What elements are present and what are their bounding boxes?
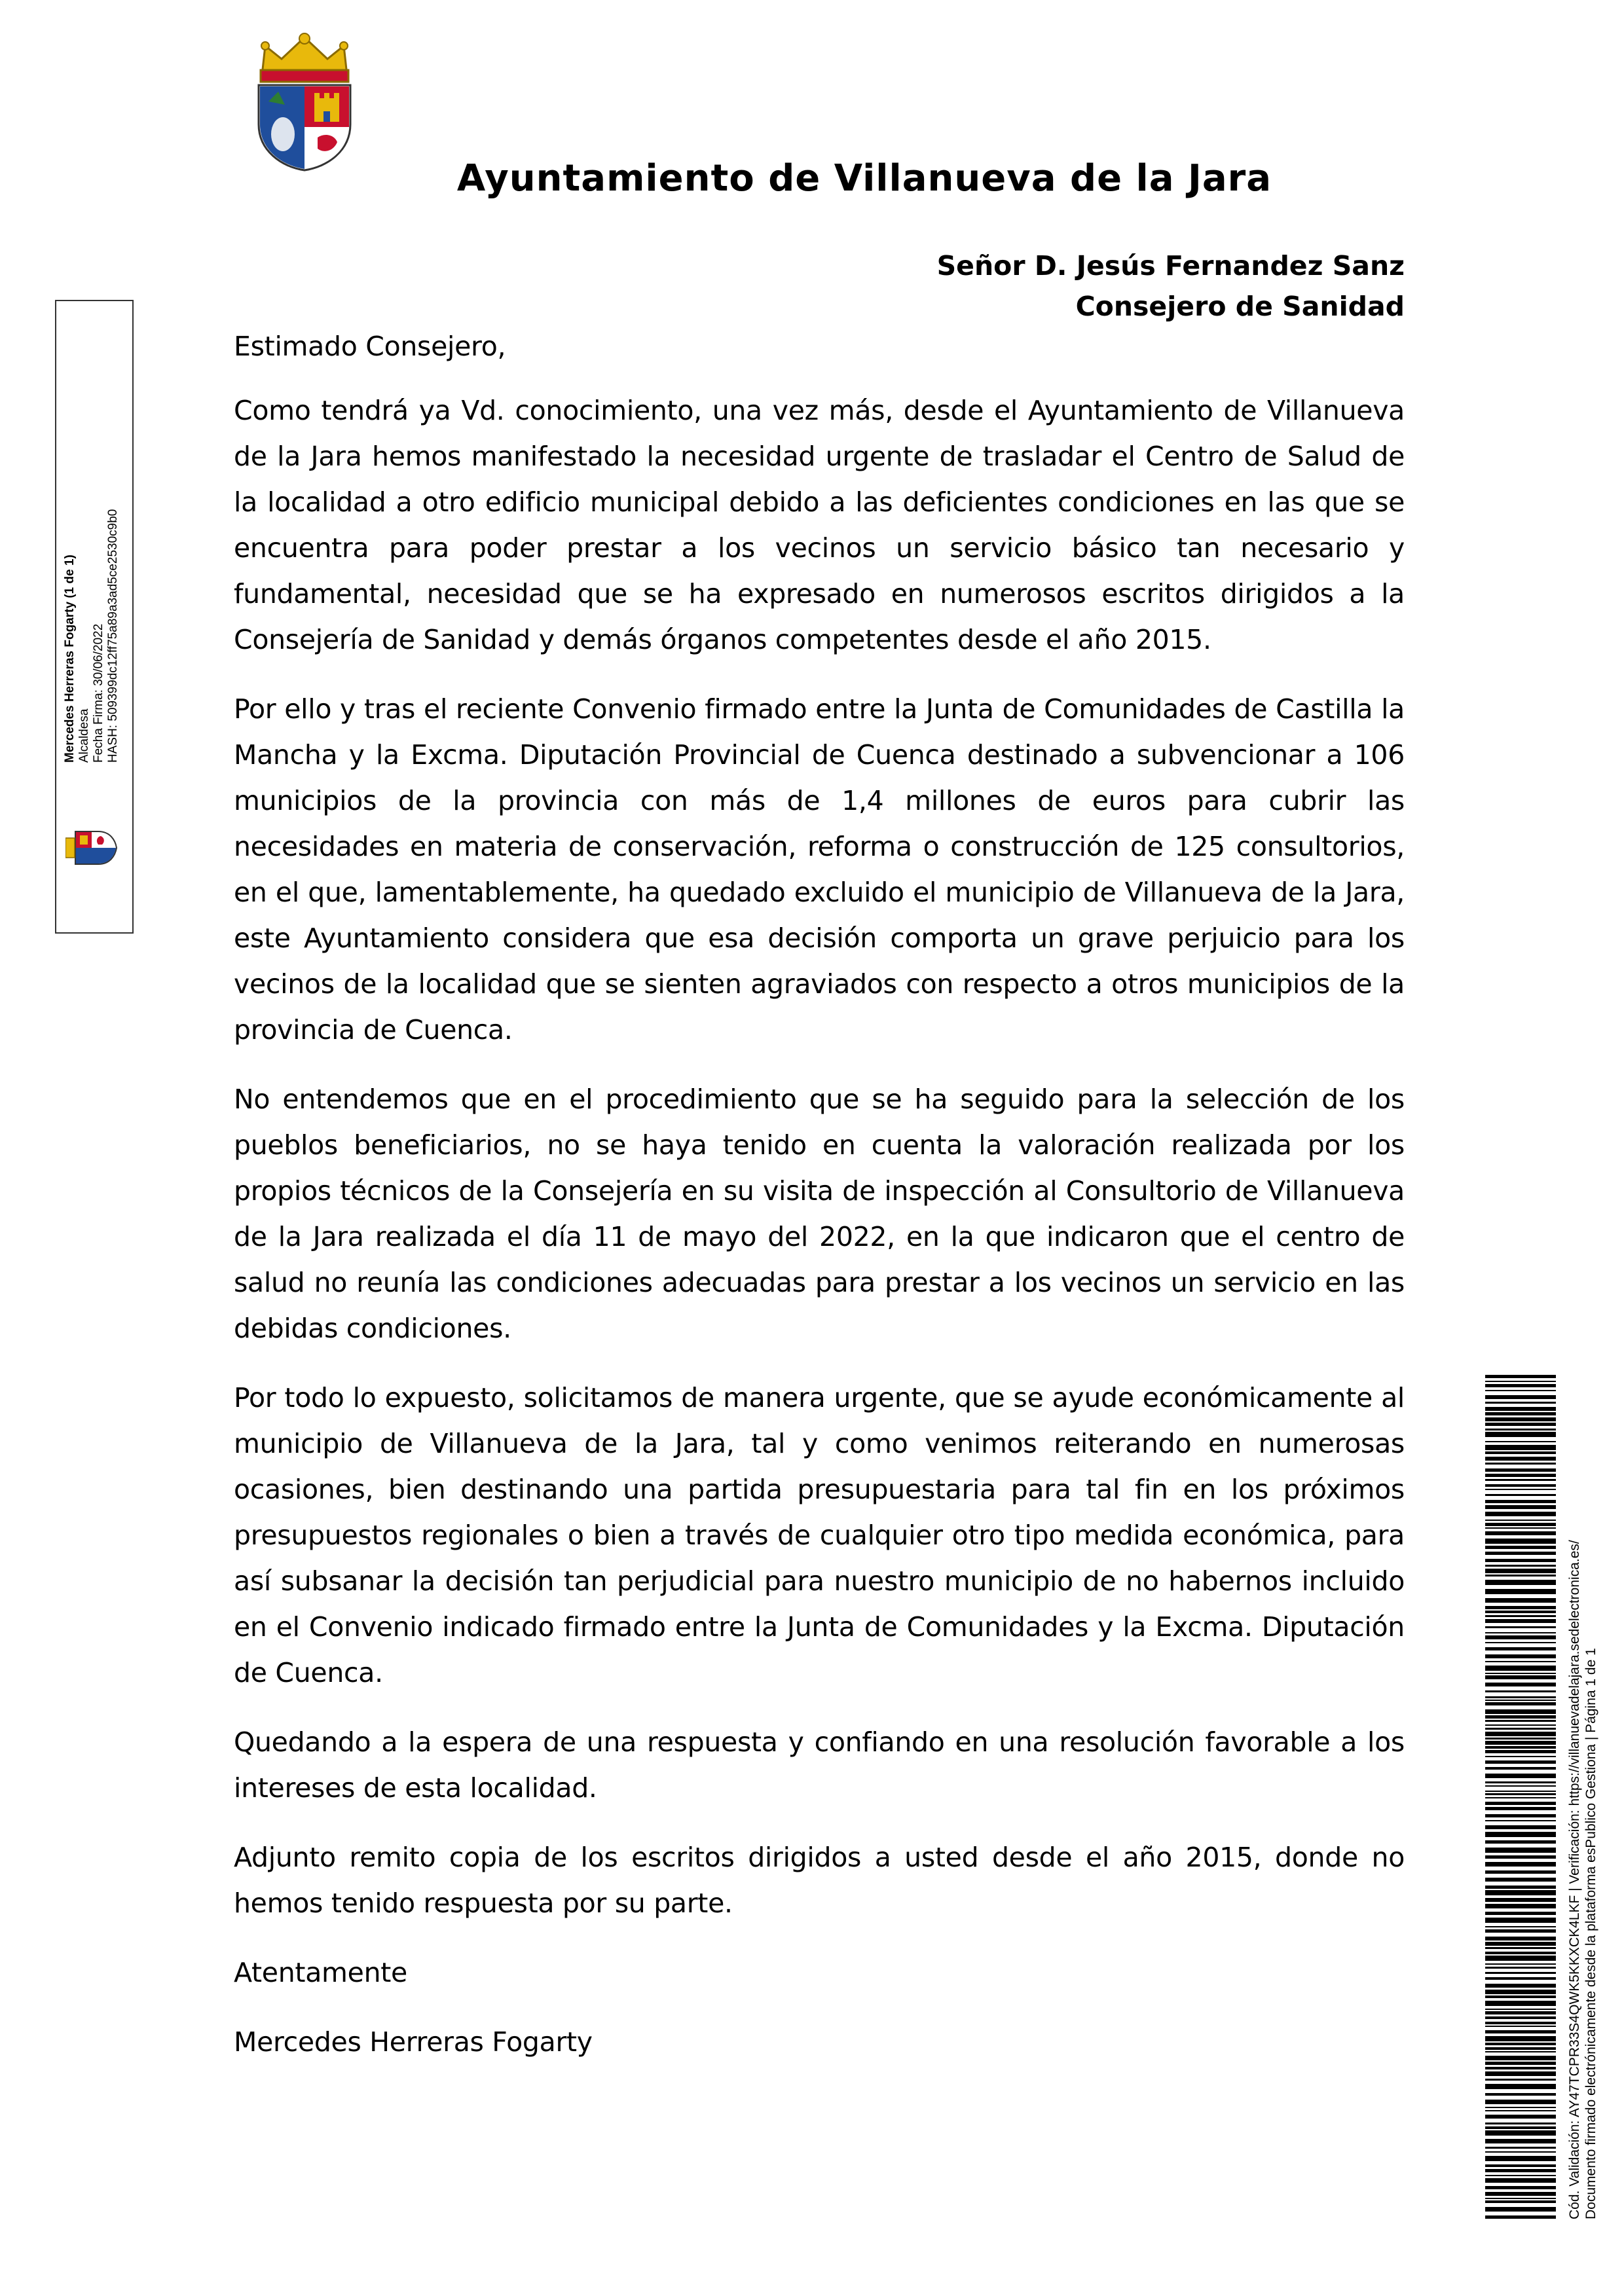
municipal-crest-logo (249, 29, 360, 173)
barcode-bar (1485, 2207, 1556, 2212)
barcode-bar (1485, 1791, 1556, 1792)
barcode-bar (1485, 1878, 1556, 1882)
barcode-bar (1485, 1696, 1556, 1698)
barcode-bar (1485, 1732, 1556, 1736)
barcode-bar (1485, 1489, 1556, 1490)
barcode-bar (1485, 2107, 1556, 2108)
validation-platform: Documento firmado electrónicamente desde la plataforma esPublico Gestiona | Página 1 de 1 (1583, 1648, 1598, 2219)
barcode-bar (1485, 2079, 1556, 2081)
barcode-bar (1485, 1527, 1556, 1529)
barcode-bar (1485, 1738, 1556, 1740)
barcode-bar (1485, 1457, 1556, 1461)
barcode-bar (1485, 1632, 1556, 1633)
barcode-bar (1485, 1417, 1556, 1421)
barcode-bar (1485, 1505, 1556, 1509)
barcode-bar (1485, 2126, 1556, 2129)
barcode-bar (1485, 1929, 1556, 1933)
barcode-bar (1485, 1463, 1556, 1465)
barcode-bar (1485, 1700, 1556, 1701)
barcode-bar (1485, 1611, 1556, 1613)
barcode-bar (1485, 1559, 1556, 1562)
barcode-bar (1485, 1926, 1556, 1927)
barcode-bar (1485, 2084, 1556, 2089)
barcode-bar (1485, 1898, 1556, 1902)
barcode-bar (1485, 1728, 1556, 1730)
barcode-bar (1485, 2011, 1556, 2014)
closing: Atentamente (234, 1957, 407, 1988)
barcode-bar (1485, 2071, 1556, 2076)
stamp-signer: Mercedes Herreras Fogarty (1 de 1) (63, 555, 77, 763)
barcode-bar (1485, 1384, 1556, 1387)
barcode-bar (1485, 1661, 1556, 1662)
barcode-bar (1485, 1500, 1556, 1503)
barcode-bar (1485, 1967, 1556, 1969)
barcode-bar (1485, 1390, 1556, 1391)
barcode-bar (1485, 2047, 1556, 2050)
barcode-bar (1485, 1825, 1556, 1829)
barcode-bar (1485, 1720, 1556, 1722)
barcode-bar (1485, 1683, 1556, 1686)
barcode-bar (1485, 2175, 1556, 2176)
barcode-bar (1485, 1484, 1556, 1487)
barcode-bar (1485, 1918, 1556, 1923)
barcode-bar (1485, 1702, 1556, 1705)
barcode-bar (1485, 1552, 1556, 1555)
barcode-bar (1485, 1468, 1556, 1472)
barcode-bar (1485, 1802, 1556, 1805)
validation-text (1566, 1368, 1606, 2219)
barcode-bar (1485, 1952, 1556, 1954)
barcode-bar (1485, 2215, 1556, 2219)
barcode-bar (1485, 1956, 1556, 1961)
barcode-bar (1485, 2139, 1556, 2143)
barcode-bar (1485, 2030, 1556, 2033)
barcode-bar (1485, 2123, 1556, 2124)
validation-code: Cód. Validación: AY47TCPR33S4QWK5KKXCK4LKF | Verificación: https://villanuevadelajara.sedelectronica.es/ (1567, 1540, 1582, 2219)
barcode-bar (1485, 1635, 1556, 1639)
stamp-role: Alcaldesa (77, 708, 91, 763)
barcode-bar (1485, 1606, 1556, 1609)
stamp-hash: HASH: 509399dc12ff75a89a3ad5ce2530c9b0 (106, 509, 120, 763)
barcode-bar (1485, 2164, 1556, 2167)
barcode-bar (1485, 2009, 1556, 2010)
barcode-bar (1485, 1531, 1556, 1535)
barcode-bar (1485, 1441, 1556, 1442)
recipient-title: Consejero de Sanidad (1075, 291, 1405, 322)
barcode-bar (1485, 1942, 1556, 1946)
barcode-bar (1485, 1575, 1556, 1576)
barcode-bar (1485, 1767, 1556, 1770)
barcode-bar (1485, 2169, 1556, 2172)
salutation: Estimado Consejero, (234, 331, 506, 362)
barcode-bar (1485, 1580, 1556, 1585)
barcode-bar (1485, 1666, 1556, 1671)
barcode-bar (1485, 1615, 1556, 1617)
barcode-bar (1485, 2200, 1556, 2203)
barcode-bar (1485, 1429, 1556, 1430)
barcode-bar (1485, 1814, 1556, 1817)
barcode-bar (1485, 1840, 1556, 1844)
barcode-bar (1485, 1395, 1556, 1399)
barcode-bar (1485, 2151, 1556, 2153)
barcode-bar (1485, 1569, 1556, 1573)
organization-title: Ayuntamiento de Villanueva de la Jara (456, 157, 1272, 200)
barcode-bar (1485, 1432, 1556, 1437)
barcode-bar (1485, 1820, 1556, 1821)
paragraph: No entendemos que en el procedimiento que se ha seguido para la selección de los pueblos beneficiarios, no se haya tenido en cuenta la valoración realizada por los propios técnicos de la Consejería en su visita de inspección al Consultorio de Villanueva de la Jara realizada el día 11 de mayo del 2022, en la que indicaron que el centro de salud no reunía las condiciones adecuadas para prestar a los vecinos un servicio en las debidas condiciones. (234, 1084, 1405, 1344)
barcode-bar (1485, 2130, 1556, 2136)
barcode-bar (1485, 1675, 1556, 1679)
barcode-bar (1485, 1904, 1556, 1908)
paragraph: Por todo lo expuesto, solicitamos de manera urgente, que se ayude económicamente al municipio de Villanueva de la Jara, tal y como venimos reiterando en numerosas ocasiones, bien destinando una partida presupuestaria para tal fin en los próximos presupuestos regionales o bien a través de cualquier otro tipo medida económica, para así subsanar la decisión tan perjudicial para nuestro municipio de no habernos incluido en el Convenio indicado firmado entre la Junta de Comunidades y la Excma. Diputación de Cuenca. (234, 1382, 1405, 1688)
barcode-bar (1485, 1673, 1556, 1674)
barcode-bar (1485, 1995, 1556, 1998)
barcode-bar (1485, 2186, 1556, 2189)
stamp-crest-icon (65, 825, 124, 871)
barcode-bar (1485, 1523, 1556, 1526)
barcode-bar (1485, 1402, 1556, 1404)
barcode-bar (1485, 1855, 1556, 1859)
paragraph: Por ello y tras el reciente Convenio firmado entre la Junta de Comunidades de Castilla la Mancha y la Excma. Diputación Provincial de Cuenca destinado a subvencionar a 106 municipios de la provincia con más de 1,4 millones de euros para cubrir las necesidades en materia de conservación, reforma o construcción de 125 consultorios, en el que, lamentablemente, ha quedado excluido el municipio de Villanueva de la Jara, este Ayuntamiento considera que esa decisión comporta un grave perjuicio para los vecinos de la localidad que se sienten agraviados con respecto a otros municipios de la provincia de Cuenca. (234, 693, 1405, 1046)
barcode-bar (1485, 2156, 1556, 2161)
barcode-bar (1485, 1479, 1556, 1481)
barcode-bar (1485, 1963, 1556, 1965)
signature-stamp-text (63, 318, 135, 763)
barcode-bar (1485, 1546, 1556, 1549)
barcode-bar (1485, 2043, 1556, 2045)
barcode-bar (1485, 1412, 1556, 1415)
barcode-bar (1485, 1990, 1556, 1994)
letter-body (234, 323, 1405, 2088)
barcode-bar (1485, 1494, 1556, 1496)
barcode-bar (1485, 1381, 1556, 1382)
barcode-bar (1485, 2100, 1556, 2104)
barcode-bar (1485, 1912, 1556, 1915)
paragraph: Como tendrá ya Vd. conocimiento, una vez más, desde el Ayuntamiento de Villanueva de la Jara hemos manifestado la necesidad urgente de trasladar el Centro de Salud de la localidad a otro edificio municipal debido a las deficientes condiciones en las que se encuentra para poder prestar a los vecinos un servicio básico tan necesario y fundamental, necesidad que se ha expresado en numerosos escritos dirigidos a la Consejería de Sanidad y demás órganos competentes desde el año 2015. (234, 395, 1405, 655)
barcode-bar (1485, 1647, 1556, 1650)
barcode-bar (1485, 2016, 1556, 2019)
barcode-bar (1485, 1407, 1556, 1411)
barcode-bar (1485, 2026, 1556, 2027)
barcode-bar (1485, 1774, 1556, 1778)
barcode-bar (1485, 1445, 1556, 1450)
barcode-bar (1485, 2062, 1556, 2065)
signature-stamp (55, 300, 134, 934)
barcode-bar (1485, 1977, 1556, 1980)
barcode-bar (1485, 1512, 1556, 1516)
barcode-bar (1485, 2110, 1556, 2111)
validation-barcode (1485, 1375, 1556, 2219)
barcode-bar (1485, 1724, 1556, 1726)
barcode-bar (1485, 1520, 1556, 1521)
barcode-bar (1485, 2115, 1556, 2119)
barcode-bar (1485, 1474, 1556, 1477)
barcode-bar (1485, 1890, 1556, 1895)
barcode-bar (1485, 2067, 1556, 2069)
barcode-bar (1485, 1937, 1556, 1941)
barcode-bar (1485, 1654, 1556, 1658)
barcode-bar (1485, 1947, 1556, 1949)
barcode-bar (1485, 1598, 1556, 1603)
paragraph: Quedando a la espera de una respuesta y confiando en una resolución favorable a los intereses de esta localidad. (234, 1726, 1405, 1804)
barcode-bar (1485, 1781, 1556, 1783)
barcode-bar (1485, 1451, 1556, 1454)
barcode-bar (1485, 1972, 1556, 1974)
barcode-bar (1485, 1709, 1556, 1714)
barcode-bar (1485, 1756, 1556, 1757)
signatory: Mercedes Herreras Fogarty (234, 2026, 593, 2058)
barcode-bar (1485, 2056, 1556, 2060)
barcode-bar (1485, 1886, 1556, 1889)
barcode-bar (1485, 2051, 1556, 2052)
barcode-bar (1485, 1423, 1556, 1426)
barcode-bar (1485, 1375, 1556, 1378)
paragraph: Adjunto remito copia de los escritos dirigidos a usted desde el año 2015, donde no hemos tenido respuesta por su parte. (234, 1842, 1405, 1919)
barcode-bar (1485, 1848, 1556, 1853)
barcode-bar (1485, 1793, 1556, 1795)
recipient-block (937, 246, 1405, 327)
barcode-bar (1485, 2192, 1556, 2196)
barcode-bar (1485, 2001, 1556, 2006)
barcode-bar (1485, 2198, 1556, 2199)
barcode-bar (1485, 1870, 1556, 1874)
recipient-name: Señor D. Jesús Fernandez Sanz (936, 250, 1405, 282)
barcode-bar (1485, 2036, 1556, 2041)
barcode-bar (1485, 1642, 1556, 1643)
barcode-bar (1485, 2147, 1556, 2149)
barcode-bar (1485, 1862, 1556, 1867)
barcode-bar (1485, 1746, 1556, 1749)
barcode-bar (1485, 1741, 1556, 1745)
barcode-bar (1485, 1626, 1556, 1628)
barcode-bar (1485, 2178, 1556, 2183)
barcode-bar (1485, 1785, 1556, 1787)
barcode-bar (1485, 1760, 1556, 1764)
barcode-bar (1485, 1589, 1556, 1594)
barcode-bar (1485, 1565, 1556, 1567)
barcode-bar (1485, 1984, 1556, 1988)
stamp-date: Fecha Firma: 30/06/2022 (92, 623, 105, 763)
barcode-bar (1485, 1539, 1556, 1544)
barcode-bar (1485, 1619, 1556, 1623)
barcode-bar (1485, 2022, 1556, 2024)
barcode-bar (1485, 1750, 1556, 1753)
barcode-bar (1485, 1715, 1556, 1719)
barcode-bar (1485, 1832, 1556, 1837)
barcode-bar (1485, 2093, 1556, 2096)
barcode-bar (1485, 1797, 1556, 1798)
barcode-bar (1485, 1807, 1556, 1810)
barcode-bar (1485, 1690, 1556, 1692)
